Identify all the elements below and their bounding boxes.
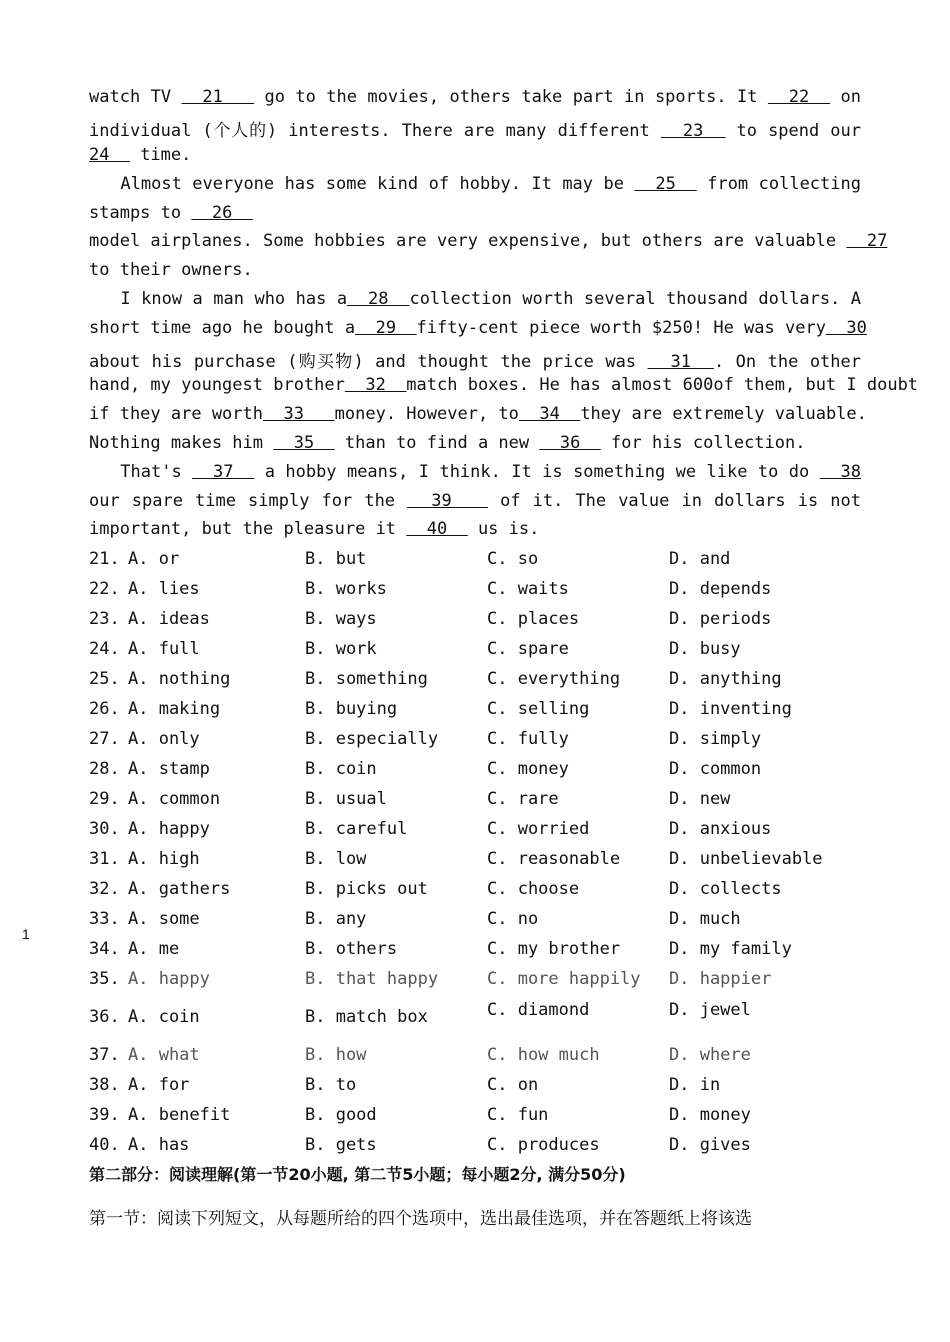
option-a: A. what xyxy=(128,1045,200,1065)
blank-28: 28 xyxy=(347,289,410,309)
option-d: D. depends xyxy=(669,579,772,599)
blank-40: 40 xyxy=(406,519,468,539)
passage-line: watch TV 21 go to the movies, others take part in sports. It 22 on xyxy=(89,87,861,107)
question-number: 33. xyxy=(89,909,120,929)
option-d: D. collects xyxy=(669,879,782,899)
option-b: B. but xyxy=(305,549,367,569)
option-a: A. happy xyxy=(128,819,210,839)
option-row-30 xyxy=(89,819,869,843)
blank-26: 26 xyxy=(191,203,253,223)
option-b: B. usual xyxy=(305,789,387,809)
question-number: 36. xyxy=(89,1007,120,1027)
option-c: C. money xyxy=(487,759,569,779)
option-c: C. everything xyxy=(487,669,621,689)
blank-22: 22 xyxy=(767,87,831,107)
option-a: A. gathers xyxy=(128,879,231,899)
option-d: D. unbelievable xyxy=(669,849,823,869)
option-a: A. or xyxy=(128,549,180,569)
option-d: D. anxious xyxy=(669,819,772,839)
question-number: 32. xyxy=(89,879,120,899)
blank-31: 31 xyxy=(647,352,714,372)
option-d: D. where xyxy=(669,1045,751,1065)
option-d: D. gives xyxy=(669,1135,751,1155)
option-a: A. making xyxy=(128,699,221,719)
option-row-26 xyxy=(89,699,869,723)
question-number: 31. xyxy=(89,849,120,869)
option-row-31 xyxy=(89,849,869,873)
option-row-34 xyxy=(89,939,869,963)
question-number: 35. xyxy=(89,969,120,989)
option-b: B. ways xyxy=(305,609,377,629)
option-row-23 xyxy=(89,609,869,633)
blank-27: 27 xyxy=(846,231,888,251)
question-number: 38. xyxy=(89,1075,120,1095)
blank-24: 24 xyxy=(89,145,130,165)
option-c: C. on xyxy=(487,1075,539,1095)
option-d: D. simply xyxy=(669,729,762,749)
option-a: A. high xyxy=(128,849,200,869)
option-b: B. work xyxy=(305,639,377,659)
blank-38: 38 xyxy=(819,462,861,482)
option-a: A. for xyxy=(128,1075,190,1095)
blank-34: 34 xyxy=(518,404,581,424)
option-b: B. low xyxy=(305,849,367,869)
passage-line: Nothing makes him 35 than to find a new 36 for his collection. xyxy=(89,433,806,453)
option-b: B. good xyxy=(305,1105,377,1125)
passage-line: hand, my youngest brother 32 match boxes. He has almost 600of them, but I doubt xyxy=(89,375,919,395)
option-c: C. fully xyxy=(487,729,569,749)
option-row-40 xyxy=(89,1135,869,1159)
blank-33: 33 xyxy=(263,404,335,424)
option-b: B. others xyxy=(305,939,398,959)
option-c: C. reasonable xyxy=(487,849,621,869)
option-a: A. stamp xyxy=(128,759,210,779)
option-b: B. how xyxy=(305,1045,367,1065)
option-d: D. inventing xyxy=(669,699,792,719)
question-number: 23. xyxy=(89,609,120,629)
option-c: C. no xyxy=(487,909,539,929)
option-b: B. especially xyxy=(305,729,439,749)
option-b: B. any xyxy=(305,909,367,929)
option-d: D. my family xyxy=(669,939,792,959)
option-b: B. works xyxy=(305,579,387,599)
question-number: 30. xyxy=(89,819,120,839)
option-row-24 xyxy=(89,639,869,663)
option-c: C. diamond xyxy=(487,1000,590,1020)
option-a: A. coin xyxy=(128,1007,200,1027)
option-d: D. busy xyxy=(669,639,741,659)
passage-line: I know a man who has a 28 collection worth several thousand dollars. A xyxy=(89,289,861,309)
option-c: C. produces xyxy=(487,1135,600,1155)
option-d: D. in xyxy=(669,1075,721,1095)
option-b: B. picks out xyxy=(305,879,428,899)
blank-32: 32 xyxy=(344,375,407,395)
passage-line: That's 37 a hobby means, I think. It is something we like to do 38 xyxy=(89,462,861,482)
option-d: D. new xyxy=(669,789,731,809)
question-number: 28. xyxy=(89,759,120,779)
section-instructions: 第一节：阅读下列短文，从每题所给的四个选项中，选出最佳选项，并在答题纸上将该选 xyxy=(89,1209,752,1229)
blank-37: 37 xyxy=(192,462,255,482)
section-heading: 第二部分：阅读理解(第一节20小题, 第二节5小题；每小题2分, 满分50分) xyxy=(89,1165,626,1184)
option-b: B. that happy xyxy=(305,969,439,989)
option-a: A. lies xyxy=(128,579,200,599)
passage-line: 24 time. xyxy=(89,145,192,165)
blank-35: 35 xyxy=(273,433,335,453)
option-row-21 xyxy=(89,549,869,573)
passage-line: short time ago he bought a 29 fifty-cent piece worth $250! He was very 30 xyxy=(89,318,867,338)
blank-29: 29 xyxy=(355,318,417,338)
question-number: 22. xyxy=(89,579,120,599)
question-number: 39. xyxy=(89,1105,120,1125)
blank-39: 39 xyxy=(407,491,488,511)
option-row-36 xyxy=(89,1000,869,1034)
option-c: C. waits xyxy=(487,579,569,599)
passage-line: model airplanes. Some hobbies are very expensive, but others are valuable 27 xyxy=(89,231,888,251)
option-a: A. has xyxy=(128,1135,190,1155)
option-row-39 xyxy=(89,1105,869,1129)
option-c: C. my brother xyxy=(487,939,621,959)
option-c: C. choose xyxy=(487,879,580,899)
blank-21: 21 xyxy=(181,87,255,107)
option-d: D. money xyxy=(669,1105,751,1125)
option-b: B. careful xyxy=(305,819,408,839)
option-row-32 xyxy=(89,879,869,903)
option-c: C. selling xyxy=(487,699,590,719)
option-c: C. fun xyxy=(487,1105,549,1125)
question-number: 25. xyxy=(89,669,120,689)
option-c: C. how much xyxy=(487,1045,600,1065)
question-number: 27. xyxy=(89,729,120,749)
option-row-27 xyxy=(89,729,869,753)
option-a: A. benefit xyxy=(128,1105,231,1125)
passage-line: Almost everyone has some kind of hobby. It may be 25 from collecting xyxy=(89,174,861,194)
option-b: B. coin xyxy=(305,759,377,779)
option-a: A. nothing xyxy=(128,669,231,689)
option-b: B. gets xyxy=(305,1135,377,1155)
option-b: B. something xyxy=(305,669,428,689)
margin-page-number: 1 xyxy=(22,926,30,942)
question-number: 24. xyxy=(89,639,120,659)
option-d: D. and xyxy=(669,549,731,569)
option-b: B. buying xyxy=(305,699,398,719)
option-d: D. jewel xyxy=(669,1000,751,1020)
option-d: D. much xyxy=(669,909,741,929)
passage-line: stamps to 26 xyxy=(89,203,253,223)
option-row-35 xyxy=(89,969,869,993)
option-a: A. me xyxy=(128,939,180,959)
passage-line: if they are worth 33 money. However, to 34 they are extremely valuable. xyxy=(89,404,867,424)
option-a: A. full xyxy=(128,639,200,659)
question-number: 21. xyxy=(89,549,120,569)
option-a: A. some xyxy=(128,909,200,929)
option-d: D. periods xyxy=(669,609,772,629)
option-d: D. happier xyxy=(669,969,772,989)
blank-36: 36 xyxy=(539,433,601,453)
option-row-22 xyxy=(89,579,869,603)
option-c: C. so xyxy=(487,549,539,569)
option-row-25 xyxy=(89,669,869,693)
option-a: A. happy xyxy=(128,969,210,989)
option-c: C. more happily xyxy=(487,969,641,989)
question-number: 40. xyxy=(89,1135,120,1155)
option-d: D. anything xyxy=(669,669,782,689)
option-a: A. ideas xyxy=(128,609,210,629)
option-d: D. common xyxy=(669,759,762,779)
option-row-28 xyxy=(89,759,869,783)
option-a: A. common xyxy=(128,789,221,809)
option-c: C. worried xyxy=(487,819,590,839)
question-number: 26. xyxy=(89,699,120,719)
option-row-37 xyxy=(89,1045,869,1069)
passage-line: important, but the pleasure it 40 us is. xyxy=(89,519,540,539)
option-b: B. match box xyxy=(305,1007,428,1027)
passage-line: about his purchase (购买物) and thought the price was 31 . On the other xyxy=(89,352,861,372)
option-row-33 xyxy=(89,909,869,933)
passage-line: individual (个人的) interests. There are many different 23 to spend our xyxy=(89,121,861,141)
blank-25: 25 xyxy=(634,174,697,194)
passage-line: our spare time simply for the 39 of it. The value in dollars is not xyxy=(89,491,861,511)
question-number: 34. xyxy=(89,939,120,959)
question-number: 37. xyxy=(89,1045,120,1065)
blank-23: 23 xyxy=(660,121,726,141)
question-number: 29. xyxy=(89,789,120,809)
passage-line: to their owners. xyxy=(89,260,253,280)
option-c: C. places xyxy=(487,609,580,629)
option-b: B. to xyxy=(305,1075,357,1095)
option-c: C. rare xyxy=(487,789,559,809)
option-row-29 xyxy=(89,789,869,813)
option-a: A. only xyxy=(128,729,200,749)
blank-30: 30 xyxy=(825,318,867,338)
option-row-38 xyxy=(89,1075,869,1099)
option-c: C. spare xyxy=(487,639,569,659)
